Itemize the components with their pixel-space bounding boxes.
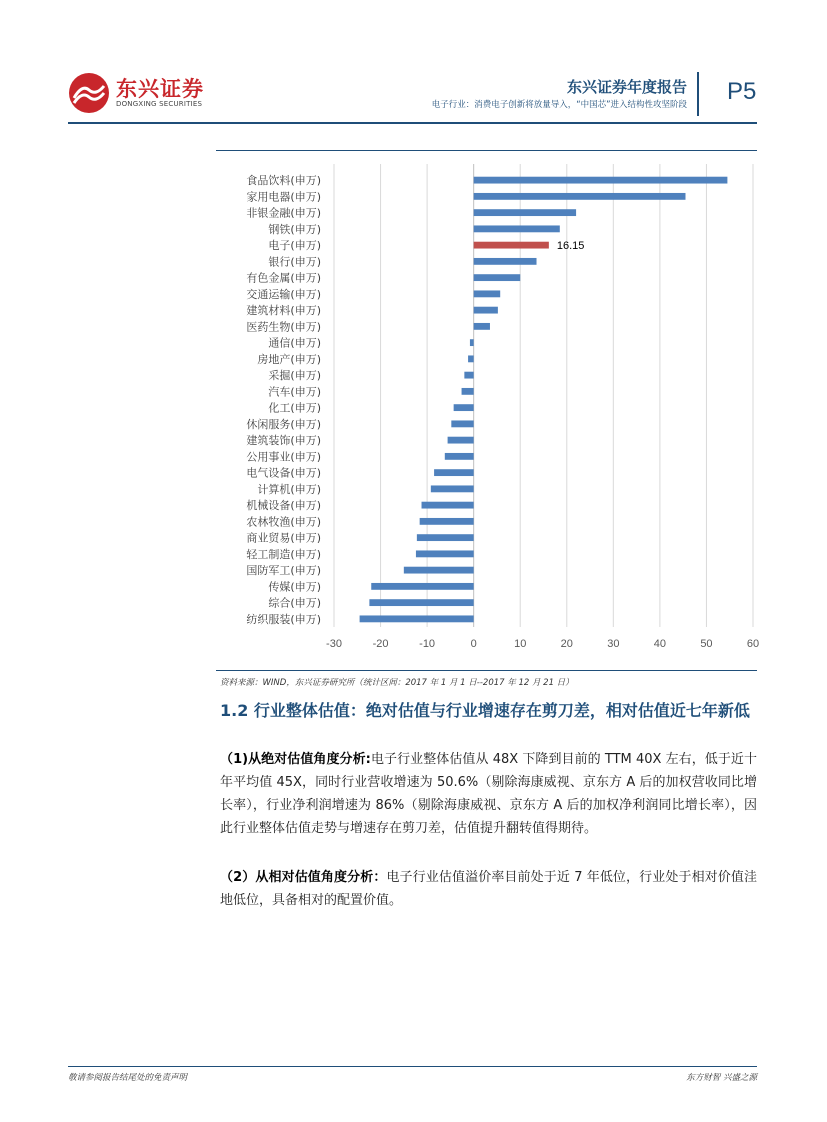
source-note: 资料来源：WIND，东兴证券研究所（统计区间：2017 年 1 月 1 日--2017 年 12 月 21 日） xyxy=(220,678,574,688)
page-number: P5 xyxy=(727,78,757,105)
brand-name-english: DONGXING SECURITIES xyxy=(116,100,203,108)
bar xyxy=(416,550,474,557)
category-label: 有色金属(申万) xyxy=(246,271,321,285)
bar xyxy=(462,388,474,395)
x-tick-label: 20 xyxy=(560,638,573,650)
x-tick-label: -20 xyxy=(372,638,389,650)
x-tick-label: -30 xyxy=(326,638,342,650)
bar xyxy=(448,437,474,444)
paragraph-lead: （2）从相对估值角度分析： xyxy=(220,870,387,885)
category-label: 电子(申万) xyxy=(268,239,321,253)
x-tick-label: -10 xyxy=(419,638,436,650)
bar xyxy=(468,355,474,362)
category-label: 公用事业(申万) xyxy=(246,450,321,464)
bar xyxy=(445,453,474,460)
category-label: 食品饮料(申万) xyxy=(246,174,321,188)
bar xyxy=(431,485,474,492)
x-tick-label: 60 xyxy=(746,638,760,650)
category-label: 国防军工(申万) xyxy=(246,564,321,578)
category-label: 交通运输(申万) xyxy=(246,287,321,301)
bar xyxy=(434,469,474,476)
category-label: 通信(申万) xyxy=(268,336,321,350)
bar xyxy=(417,534,474,541)
bar xyxy=(474,307,498,314)
report-subtitle: 电子行业：消费电子创新将放量导入，“中国芯”进入结构性攻坚阶段 xyxy=(431,100,687,110)
category-label: 汽车(申万) xyxy=(268,385,321,399)
chart-bottom-rule xyxy=(216,670,757,671)
dongxing-logo-icon xyxy=(68,72,110,114)
bar xyxy=(474,193,686,200)
brand-name: 东兴证券 xyxy=(116,77,204,101)
category-label: 传媒(申万) xyxy=(268,580,321,594)
category-label: 纺织服装(申万) xyxy=(246,612,321,626)
bar xyxy=(474,225,560,232)
bar xyxy=(474,274,521,281)
footer-disclaimer: 敬请参阅报告结尾处的免责声明 xyxy=(68,1073,188,1083)
data-label: 16.15 xyxy=(556,240,585,253)
category-label: 机械设备(申万) xyxy=(246,499,321,513)
category-label: 休闲服务(申万) xyxy=(246,417,321,431)
category-label: 轻工制造(申万) xyxy=(246,547,321,561)
category-label: 采掘(申万) xyxy=(268,369,321,383)
bar xyxy=(470,339,474,346)
paragraph-relative-valuation xyxy=(220,866,757,912)
bar xyxy=(360,615,474,622)
header-rule xyxy=(68,122,757,124)
bar xyxy=(474,177,728,184)
category-label: 综合(申万) xyxy=(268,596,321,610)
section-heading: 1.2 行业整体估值：绝对估值与行业增速存在剪刀差，相对估值近七年新低 xyxy=(220,701,750,720)
x-tick-label: 50 xyxy=(700,638,713,650)
category-label: 家用电器(申万) xyxy=(246,190,321,204)
x-tick-label: 40 xyxy=(653,638,667,650)
category-label: 计算机(申万) xyxy=(257,482,321,496)
bar xyxy=(371,583,473,590)
category-label: 医药生物(申万) xyxy=(246,320,321,334)
category-label: 银行(申万) xyxy=(268,255,321,269)
bar xyxy=(474,290,501,297)
bar-highlight xyxy=(474,242,549,249)
category-label: 非银金融(申万) xyxy=(246,206,321,220)
bar xyxy=(369,599,473,606)
x-tick-label: 30 xyxy=(607,638,620,650)
paragraph-body: 电子行业整体估值从 48X 下降到目前的 TTM 40X 左右，低于近十年平均值 45X，同时行业营收增速为 50.6%（剔除海康威视、京东方 A 后的加权营收同比增长率），行业净利润增速为 86%（剔除海康威视、京东方 A 后的加权净利润同比增长率），因此行业整体估值走势与增速存在剪刀差，估值提升翻转值得期待。 xyxy=(220,752,757,836)
footer-slogan: 东方财智 兴盛之源 xyxy=(686,1073,757,1083)
paragraph-lead: （1)从绝对估值角度分析: xyxy=(220,752,371,767)
report-title: 东兴证券年度报告 xyxy=(566,78,687,96)
bar xyxy=(474,209,576,216)
category-label: 建筑装饰(申万) xyxy=(246,434,321,448)
category-label: 电气设备(申万) xyxy=(246,466,321,480)
category-label: 商业贸易(申万) xyxy=(246,531,321,545)
x-tick-label: 0 xyxy=(470,638,477,650)
chart-top-rule xyxy=(216,150,757,151)
bar xyxy=(474,323,490,330)
category-label: 化工(申万) xyxy=(268,401,321,415)
category-label: 钢铁(申万) xyxy=(268,222,321,236)
bar xyxy=(464,372,473,379)
bar xyxy=(451,420,473,427)
x-tick-label: 10 xyxy=(514,638,527,650)
category-label: 房地产(申万) xyxy=(257,352,321,366)
category-label: 农林牧渔(申万) xyxy=(246,515,321,529)
category-label: 建筑材料(申万) xyxy=(246,304,321,318)
bar xyxy=(422,502,474,509)
paragraph-absolute-valuation xyxy=(220,748,757,840)
bar xyxy=(420,518,474,525)
paragraph-body: 电子行业估值溢价率目前处于近 7 年低位，行业处于相对价值洼地低位，具备相对的配置价值。 xyxy=(220,870,757,908)
header-divider xyxy=(697,72,699,116)
industry-bar-chart xyxy=(216,152,760,666)
footer-rule xyxy=(68,1066,757,1067)
bar xyxy=(474,258,537,265)
bar xyxy=(454,404,474,411)
bar xyxy=(404,567,474,574)
